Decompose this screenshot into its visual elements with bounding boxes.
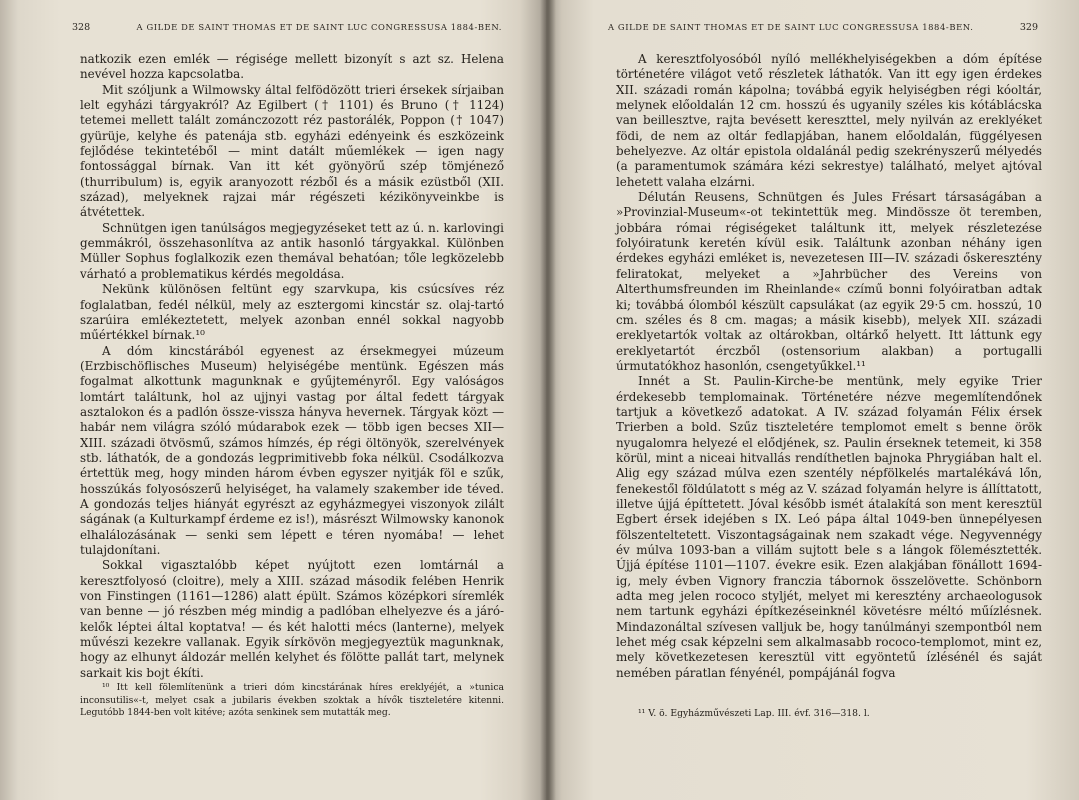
- paragraph: Mit szóljunk a Wilmowsky által felfödözött trieri érsekek sírjaiban lelt egyházi tárgyakról? Az Egilbert († 1101) és Bruno († 1124) tetemei mellett talált zománczozott réz pastorálék, Poppon († 1047) gyürüje, kelyhe és patenája stb. egyházi edényeink és eszközeink fejlődése tekintetéből — mint datált műemlékek — igen nagy fontossággal bírnak. Van itt két gyönyörű szép tömjénező (thurribulum) is, egyik aranyozott rézből és a másik ezüstből (XII. század), melyeknek rajzai már régészeti kézikönyveinkbe is átvétettek.: [80, 82, 504, 220]
- right-page-number: 329: [1019, 22, 1038, 33]
- paragraph: Innét a St. Paulin-Kirche-be mentünk, mely egyike Trier érdekesebb templomainak. Történetére nézve megemlítendőnek tartjuk a következő adatokat. A IV. század folyamán Félix érsek Trierben a bold. Szűz tiszteletére templomot emelt s benne örök nyugalomra helyezé el elődjének, sz. Paulin érseknek tetemeit, ki 358 körül, mint a niceai hitvallás rendíthetlen bajnoka Phrygiában halt el. Alig egy század múlva ezen szentély népfölkelés martalékává lőn, fenekestől földúlatott s még az V. század folyamán helyre is állíttatott, illetve újjá építtetett. Jóval később ismét átalakítá son ment keresztül Egbert érsek idejében s IX. Leó pápa által 1049-ben ünnepélyesen fölszenteltetett. Viszontagságainak nem szakadt vége. Negyvennégy év múlva 1093-ban a villám sujtott bele s a lángok fölemésztették. Újjá építése 1101—1107. évekre esik. Ezen alakjában fönállott 1694-ig, mely évben Vignory franczia tábornok összelövette. Schönborn adta meg jelen rococo styljét, melyet mi keresztény archaeologusok nem tartunk egyházi építkezéseinknél követésre méltó műízlésnek. Mindazonáltal szívesen valljuk be, hogy tanúlmányi szempontból nem lehet még csak képzelni sem alkalmasabb rococo-templomot, mint ez, mely következetesen keresztül vitt egyöntetű ízlésénél és saját nemében páratlan fényénél, pompájánál fogva: [616, 374, 1042, 680]
- paragraph: A keresztfolyosóból nyíló mellékhelyiségekben a dóm építése történetére világot vető részletek láthatók. Van itt egy igen érdekes XII. századi román kápolna; továbbá egyik helyiségben régi kóoltár, melynek előoldalán 12 cm. hosszú és ugyanily széles kis kótáblácska van beillesztve, rajta bevésett kereszttel, mely nyilván az ereklyéket födi, de nem az oltár fedlapjában, hanem előoldalán, függélyesen behelyezve. Az oltár epistola oldalánál pedig szekrényszerű mélyedés (a paramentumok számára kézi sekrestye) található, melyet ajtóval lehetett valaha elzárni.: [616, 52, 1042, 189]
- footnote-text: ¹⁰ Itt kell fölemlítenünk a trieri dóm kincstárának híres ereklyéjét, a »tunica inconsutilis«-t, melyet csak a jubilaris években szoktak a hívők tiszteletére kitenni. Legutóbb 1844-ben volt kitéve; azóta senkinek sem mutatták meg.: [80, 682, 504, 719]
- right-running-head: A GILDE DE SAINT THOMAS ET DE SAINT LUC CONGRESSUSA 1884-BEN.: [608, 22, 974, 32]
- paragraph: A dóm kincstárából egyenest az érsekmegyei múzeum (Erzbischöflisches Museum) helyiségébe mentünk. Egészen más fogalmat alkottunk magunknak e gyűjteményről. Egy valóságos lomtárt találtunk, hol az ujjnyi vastag por által fedett tárgyak asztalokon és a padlón össze-vissza hányva hevernek. Tárgyak közt — habár nem világra szóló múdarabok ezek — több igen becses XII—XIII. századi ötvösmű, számos hímzés, ép régi öltönyök, szerelvények stb. láthatók, de a gondozás legprimitivebb foka nélkül. Csodálkozva értettük meg, hogy minden három évben egyszer nyitják föl e szűk, hosszúkás folyosószerű helyiséget, ha valamely szakember ide téved. A gondozás teljes hiányát egyrészt az egyházmegyei viszonyok zilált ságának (a Kulturkampf érdeme ez is!), másrészt Wilmowsky kanonok elhalálozásának — senki sem lépett e téren nyomába! — lehet tulajdonítani.: [80, 343, 504, 557]
- left-running-header: [72, 22, 502, 38]
- right-footnote: [616, 708, 1042, 721]
- footnote-text: ¹¹ V. ö. Egyházművészeti Lap. III. évf. 316—318. l.: [638, 708, 870, 719]
- paragraph: natkozik ezen emlék — régisége mellett bizonyít s azt sz. Helena nevével hozza kapcsolatba.: [80, 52, 504, 82]
- left-running-head: A GILDE DE SAINT THOMAS ET DE SAINT LUC CONGRESSUSA 1884-BEN.: [136, 22, 502, 32]
- paragraph: Nekünk különösen feltünt egy szarvkupa, kis csúcsíves réz foglalatban, fedél nélkül, mely az esztergomi kincstár sz. olaj-tartó szarúira emlékeztetett, melyek azonban ennél sokkal nagyobb műértékkel bírnak.¹⁰: [80, 282, 504, 343]
- paragraph: Schnütgen igen tanúlságos megjegyzéseket tett az ú. n. karlovingi gemmákról, összehasonlítva az antik hasonló tárgyakkal. Különben Müller Sophus foglalkozik ezen themával behatóan; tőle legközelebb várható a problematikus kérdés megoldása.: [80, 220, 504, 281]
- left-body-text: [80, 52, 504, 681]
- paragraph: Délután Reusens, Schnütgen és Jules Frésart társaságában a »Provinzial-Museum«-ot tekintettük meg. Mindössze öt teremben, jobbára római régiségeket találtunk itt, melyek részletezése folyóiratunk keretén kívül esik. Találtunk azonban néhány igen érdekes egyházi emléket is, nevezetesen III—IV. századi őskeresztény feliratokat, melyeket a »Jahrbücher des Vereins von Alterthumsfreunden im Rheinlande« czímű bonni folyóiratban adtak ki; továbbá ólomból készült capsulákat (az egyik 29·5 cm. hosszú, 10 cm. széles és 8 cm. magas; a másik kisebb), melyek XII. századi ereklyetartók voltak az oltárokban, oltárkő helyett. Itt láttunk egy ereklyetartót érczből (ostensorium alakban) a portugalli úrmutatókhoz hasonlón, csengetyűkkel.¹¹: [616, 190, 1042, 373]
- right-page: [546, 0, 1079, 800]
- right-body-text: [616, 52, 1042, 681]
- left-page-number: 328: [72, 22, 91, 33]
- left-footnote: [80, 682, 504, 720]
- right-running-header: [608, 22, 1038, 38]
- paragraph: Sokkal vigasztalóbb képet nyújtott ezen lomtárnál a keresztfolyosó (cloitre), mely a XIII. század második felében Henrik von Finstingen (1161—1286) alatt épült. Számos középkori síremlék van benne — jó részben még mindig a padlóban elhelyezve és a járó-kelők léptei által koptatva! — és két halotti mécs (lanterne), melyek művészi kezekre vallanak. Egyik sírkövön megjegyeztük magunknak, hogy az elhunyt áldozár mellén kelyhet és fölötte pallát tart, melynek sarkait kis bojt ékíti.: [80, 558, 504, 680]
